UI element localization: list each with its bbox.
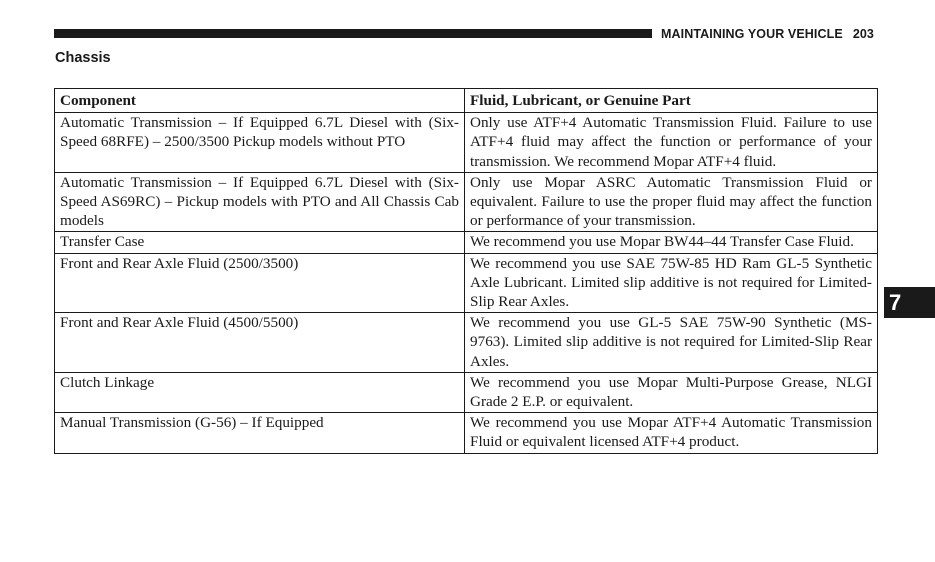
table-row: [55, 113, 878, 173]
component-cell: Front and Rear Axle Fluid (4500/5500): [55, 313, 465, 373]
component-cell: Transfer Case: [55, 232, 465, 253]
component-cell: Clutch Linkage: [55, 372, 465, 412]
section-title: Chassis: [55, 50, 111, 66]
chapter-tab: 7: [884, 287, 935, 318]
chassis-fluid-table: [54, 88, 878, 454]
fluid-cell: We recommend you use Mopar ATF+4 Automatic Transmission Fluid or equivalent licensed ATF+4 product.: [465, 413, 878, 453]
table-row: [55, 232, 878, 253]
fluid-cell: Only use ATF+4 Automatic Transmission Fluid. Failure to use ATF+4 fluid may affect the function or performance of your transmission. We recommend Mopar ATF+4 fluid.: [465, 113, 878, 173]
component-cell: Manual Transmission (G-56) – If Equipped: [55, 413, 465, 453]
page-number: 203: [852, 27, 874, 41]
running-header-title: MAINTAINING YOUR VEHICLE: [661, 27, 843, 41]
running-header: [661, 27, 874, 41]
fluid-cell: Only use Mopar ASRC Automatic Transmission Fluid or equivalent. Failure to use the proper fluid may affect the function or performance of your transmission.: [465, 172, 878, 232]
table-row: [55, 313, 878, 373]
component-cell: Automatic Transmission – If Equipped 6.7L Diesel with (Six-Speed AS69RC) – Pickup models with PTO and All Chassis Cab models: [55, 172, 465, 232]
fluid-cell: We recommend you use SAE 75W-85 HD Ram GL-5 Synthetic Axle Lubricant. Limited slip additive is not required for Limited-Slip Rear Axles.: [465, 253, 878, 313]
fluid-cell: We recommend you use Mopar BW44–44 Transfer Case Fluid.: [465, 232, 878, 253]
component-cell: Front and Rear Axle Fluid (2500/3500): [55, 253, 465, 313]
table-row: [55, 172, 878, 232]
column-header-component: Component: [55, 89, 465, 113]
table-row: [55, 372, 878, 412]
table-row: [55, 253, 878, 313]
table-header-row: [55, 89, 878, 113]
fluid-cell: We recommend you use Mopar Multi-Purpose Grease, NLGI Grade 2 E.P. or equivalent.: [465, 372, 878, 412]
fluid-cell: We recommend you use GL-5 SAE 75W-90 Synthetic (MS-9763). Limited slip additive is not required for Limited-Slip Rear Axles.: [465, 313, 878, 373]
column-header-fluid: Fluid, Lubricant, or Genuine Part: [465, 89, 878, 113]
table-row: [55, 413, 878, 453]
header-rule: [54, 29, 652, 38]
component-cell: Automatic Transmission – If Equipped 6.7L Diesel with (Six-Speed 68RFE) – 2500/3500 Pickup models without PTO: [55, 113, 465, 173]
